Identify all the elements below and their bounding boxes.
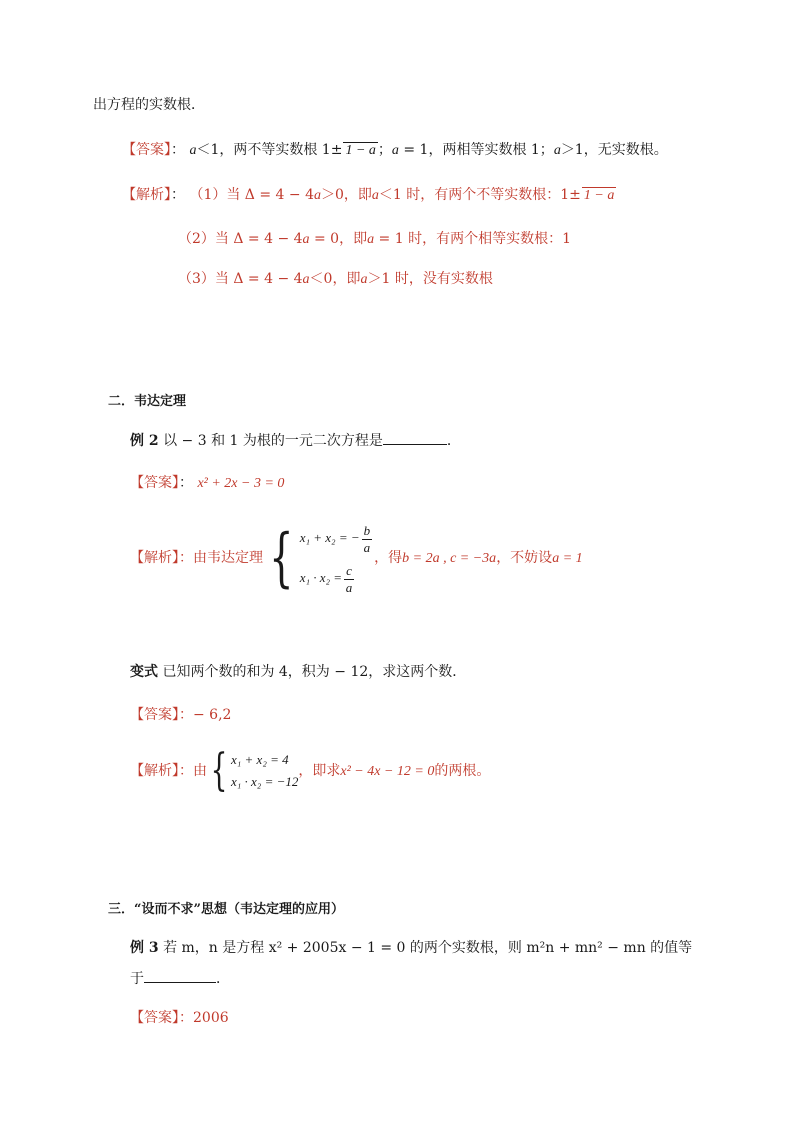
answer-blank [383, 430, 447, 445]
var-a: a [360, 272, 368, 287]
answer-tag: 【答案】 [130, 1010, 179, 1026]
analysis-text: （3）当 Δ = 4 − 4 [178, 271, 303, 287]
example-end: ． [446, 433, 461, 449]
sqrt-expr [582, 187, 616, 203]
example-3-line2 [130, 968, 230, 989]
system-line-1: x₁ + x₂ = 4 [231, 752, 289, 767]
variant-problem [130, 662, 466, 682]
analysis-text: ＞1 时，没有实数根 [367, 271, 493, 287]
answer-sep: ： [179, 475, 193, 491]
var-a: a [189, 143, 197, 158]
example-text: 若 m，n 是方程 x² + 2005x − 1 = 0 的两个实数根，则 m²n + mn² − mn 的值等 [158, 940, 693, 956]
fraction [344, 563, 354, 596]
numerator: c [346, 562, 352, 578]
var-a: a [553, 143, 561, 158]
analysis-text: （1）当 Δ = 4 − 4 [189, 187, 314, 203]
analysis-tag: 【解析】 [130, 550, 179, 566]
example-label: 例 2 [130, 433, 159, 449]
answer-tag: 【答案】 [122, 142, 171, 158]
sqrt-content: 1 − a [583, 188, 615, 203]
analysis-text: = 1 时，有两个相等实数根：1 [374, 231, 571, 247]
equation-system [263, 518, 374, 598]
ex1-analysis-line3 [178, 269, 493, 290]
ex1-analysis-line1 [122, 185, 616, 206]
system-line-1 [300, 518, 374, 558]
answer-text: = 1，两相等实数根 1； [398, 142, 554, 158]
system-line-2: x₁ · x₂ = −12 [231, 774, 299, 789]
analysis-text: ，不妨设 [496, 550, 553, 566]
analysis-math: b = 2a , c = −3a [402, 551, 497, 566]
ex3-answer [130, 1008, 229, 1028]
system-lines [300, 518, 374, 598]
var-a: a [314, 188, 321, 203]
analysis-text: （2）当 Δ = 4 − 4 [178, 231, 303, 247]
sqrt-content: 1 − a [345, 143, 376, 158]
answer-sep: ： [171, 142, 185, 158]
fraction [362, 523, 373, 556]
example-end: ． [216, 971, 230, 987]
var-a: a [302, 232, 310, 247]
analysis-text: ，得 [374, 550, 403, 566]
system-line-2 [300, 558, 374, 598]
var-a: a [371, 188, 379, 203]
answer-tag: 【答案】 [130, 475, 179, 491]
analysis-tag: 【解析】 [130, 763, 179, 779]
example-text: 以 − 3 和 1 为根的一元二次方程是 [158, 433, 383, 449]
variant-label: 变式 [130, 664, 158, 680]
analysis-text: ：由 [179, 763, 207, 779]
var-a: a [367, 232, 375, 247]
analysis-tag: 【解析】 [122, 187, 171, 203]
equation-system [207, 745, 299, 796]
example-3-line1 [130, 938, 692, 958]
denominator: a [363, 539, 371, 555]
analysis-sep: ： [171, 187, 185, 203]
analysis-text: ＞0，即 [321, 187, 372, 203]
analysis-text: = 0，即 [309, 231, 368, 247]
analysis-text: ，即求 [298, 763, 341, 779]
answer-blank [144, 968, 216, 983]
answer-value: ：2006 [179, 1010, 229, 1026]
left-brace: { [210, 745, 228, 796]
ex1-analysis-line2 [178, 229, 571, 250]
example-text: 于 [130, 971, 144, 987]
analysis-text: 的两根。 [434, 763, 491, 779]
system-lines [231, 749, 298, 793]
example-label: 例 3 [130, 940, 159, 956]
sqrt-expr [343, 142, 377, 158]
left-brace: { [269, 521, 294, 595]
denominator: a [345, 579, 353, 595]
variant-text: 已知两个数的和为 4，积为 − 12，求这两个数． [158, 664, 467, 680]
ex2-analysis [130, 515, 583, 601]
system-lhs: x₁ + x₂ = − [299, 530, 360, 545]
analysis-text: ：由韦达定理 [179, 550, 263, 566]
answer-text: ＞1，无实数根。 [560, 142, 668, 158]
numerator: b [363, 522, 371, 538]
ex2-answer [130, 473, 284, 494]
answer-value: ：− 6,2 [179, 707, 232, 723]
section-heading: 三．“设而不求”思想（韦达定理的应用） [108, 902, 344, 917]
analysis-math: a = 1 [552, 551, 583, 566]
section-heading: 二．韦达定理 [108, 394, 187, 409]
analysis-text: ＜0，即 [309, 271, 361, 287]
example-2 [130, 430, 461, 451]
answer-tag: 【答案】 [130, 707, 179, 723]
continued-text: 出方程的实数根． [93, 97, 205, 113]
answer-text: ； [377, 142, 392, 158]
answer-equation: x² + 2x − 3 = 0 [197, 476, 285, 491]
variant-answer [130, 705, 231, 725]
analysis-text: ＜1 时，有两个不等实数根：1± [378, 187, 581, 203]
system-lhs: x₁ · x₂ = [299, 570, 343, 585]
var-a: a [391, 143, 399, 158]
analysis-math: x² − 4x − 12 = 0 [340, 764, 435, 779]
var-a: a [302, 272, 310, 287]
variant-analysis [130, 745, 490, 797]
ex1-answer [122, 140, 668, 161]
answer-text: ＜1，两不等实数根 1± [196, 142, 343, 158]
